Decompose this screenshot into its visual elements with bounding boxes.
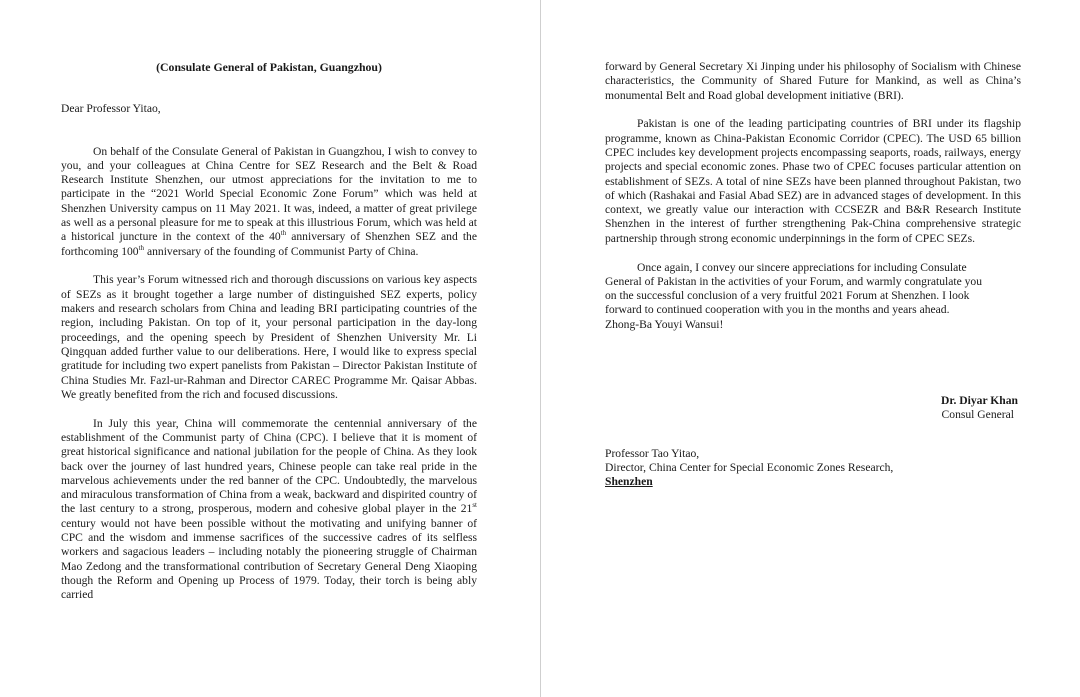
paragraph-5-line: forward to continued cooperation with you in the months and years ahead. [605,303,950,317]
right-column [605,60,1021,490]
salutation: Dear Professor Yitao, [61,102,161,116]
paragraph-1 [61,145,477,259]
signatory-title: Consul General [941,408,1014,422]
paragraph-5-line: General of Pakistan in the activities of your Forum, and warmly congratulate you [605,274,983,288]
sender-heading: (Consulate General of Pakistan, Guangzhou) [156,60,382,74]
superscript-th-1: th [280,229,287,238]
paragraph-3-part-b: century would not have been possible without the motivating and unifying banner of CPC and the wisdom and immense sacrifices of the successive cadres of its selfless workers and sagacious leaders – including notably the pioneering struggle of Chairman Mao Zedong and the transformational contribution of Secretary General Deng Xiaoping though the Reform and Opening up Process of 1979. Today, their torch is being ably carried [61,516,477,602]
paragraph-2: This year’s Forum witnessed rich and thorough discussions on various key aspects of SEZs as it brought together a large number of distinguished SEZ experts, policy makers and research scholars from China and leading BRI participating countries of the region, including Pakistan. On top of it, your personal participation in the day-long proceedings, and the opening speech by President of Shenzhen University Mr. Li Qingquan added further value to our deliberations. Here, I would like to express special gratitude for including two expert panelists from Pakistan – Director Pakistan Institute of China Studies Mr. Fazl-ur-Rahman and Director CAREC Programme Mr. Qaisar Abbas. We greatly benefited from the rich and focused discussions. [61,273,477,401]
paragraph-1-part-a: On behalf of the Consulate General of Pakistan in Guangzhou, I wish to convey to you, and your colleagues at China Centre for SEZ Research and the Belt & Road Research Institute Shenzhen, our utmost appreciations for the invitation to me to participate in the “2021 World Special Economic Zone Forum” which was held at Shenzhen University campus on 11 May 2021. It was, indeed, a matter of great privilege as well as a personal pleasure for me to speak at this illustrious Forum, which was held at a historical juncture in the context of the 40 [61,144,477,244]
left-column [61,60,477,603]
signatory-name: Dr. Diyar Khan [941,394,1018,408]
paragraph-5-line: Once again, I convey our sincere appreciations for including Consulate [637,260,967,274]
paragraph-3-part-a: In July this year, China will commemorate the centennial anniversary of the establishment of the Communist party of China (CPC). I believe that it is moment of great historical significance and national jubilation for the people of China. As they look back over the journey of last hundred years, Chinese people can take real pride in the marvelous achievements under the red banner of the CPC. Undoubtedly, the marvelous and miraculous transformation of China from a weak, backward and dispirited country of the last century to a strong, prosperous, modern and cohesive global player in the 21 [61,416,477,516]
paragraph-5 [605,261,1021,332]
paragraph-4: Pakistan is one of the leading participating countries of BRI under its flagship programme, known as China-Pakistan Economic Corridor (CPEC). The USD 65 billion CPEC includes key development projects encompassing seaports, roads, railways, energy projects and special economic zones. Phase two of CPEC focuses particular attention on establishment of SEZs. A total of nine SEZs have been planned throughout Pakistan, two of which (Rashakai and Fasial Abad SEZ) are in advanced stages of development. In this context, we greatly value our interaction with CCSEZR and B&R Research Institute Shenzhen in the interest of further strengthening Pak-China comprehensive strategic partnership through strong economic underpinnings in the form of CPEC SEZs. [605,117,1021,245]
paragraph-1-part-c: anniversary of the founding of Communist Party of China. [144,244,419,258]
paragraph-5-line: Zhong-Ba Youyi Wansui! [605,317,724,331]
superscript-st: st [472,501,477,510]
recipient-city: Shenzhen [605,475,653,489]
paragraph-5-line: on the successful conclusion of a very fruitful 2021 Forum at Shenzhen. I look [605,289,970,303]
superscript-th-2: th [138,243,145,252]
paragraph-3 [61,417,477,603]
recipient-address [605,447,1021,490]
paragraph-1-part-b: anniversary of Shenzhen SEZ and the forthcoming 100 [61,230,478,258]
letter-page-right [541,0,1080,697]
recipient-position: Director, China Center for Special Economic Zones Research, [605,460,894,474]
recipient-name: Professor Tao Yitao, [605,446,700,460]
paragraph-3-continued: forward by General Secretary Xi Jinping under his philosophy of Socialism with Chinese characteristics, the Community of Shared Future for Mankind, as well as China’s monumental Belt and Road global development initiative (BRI). [605,60,1021,102]
signature-block [605,394,1021,423]
